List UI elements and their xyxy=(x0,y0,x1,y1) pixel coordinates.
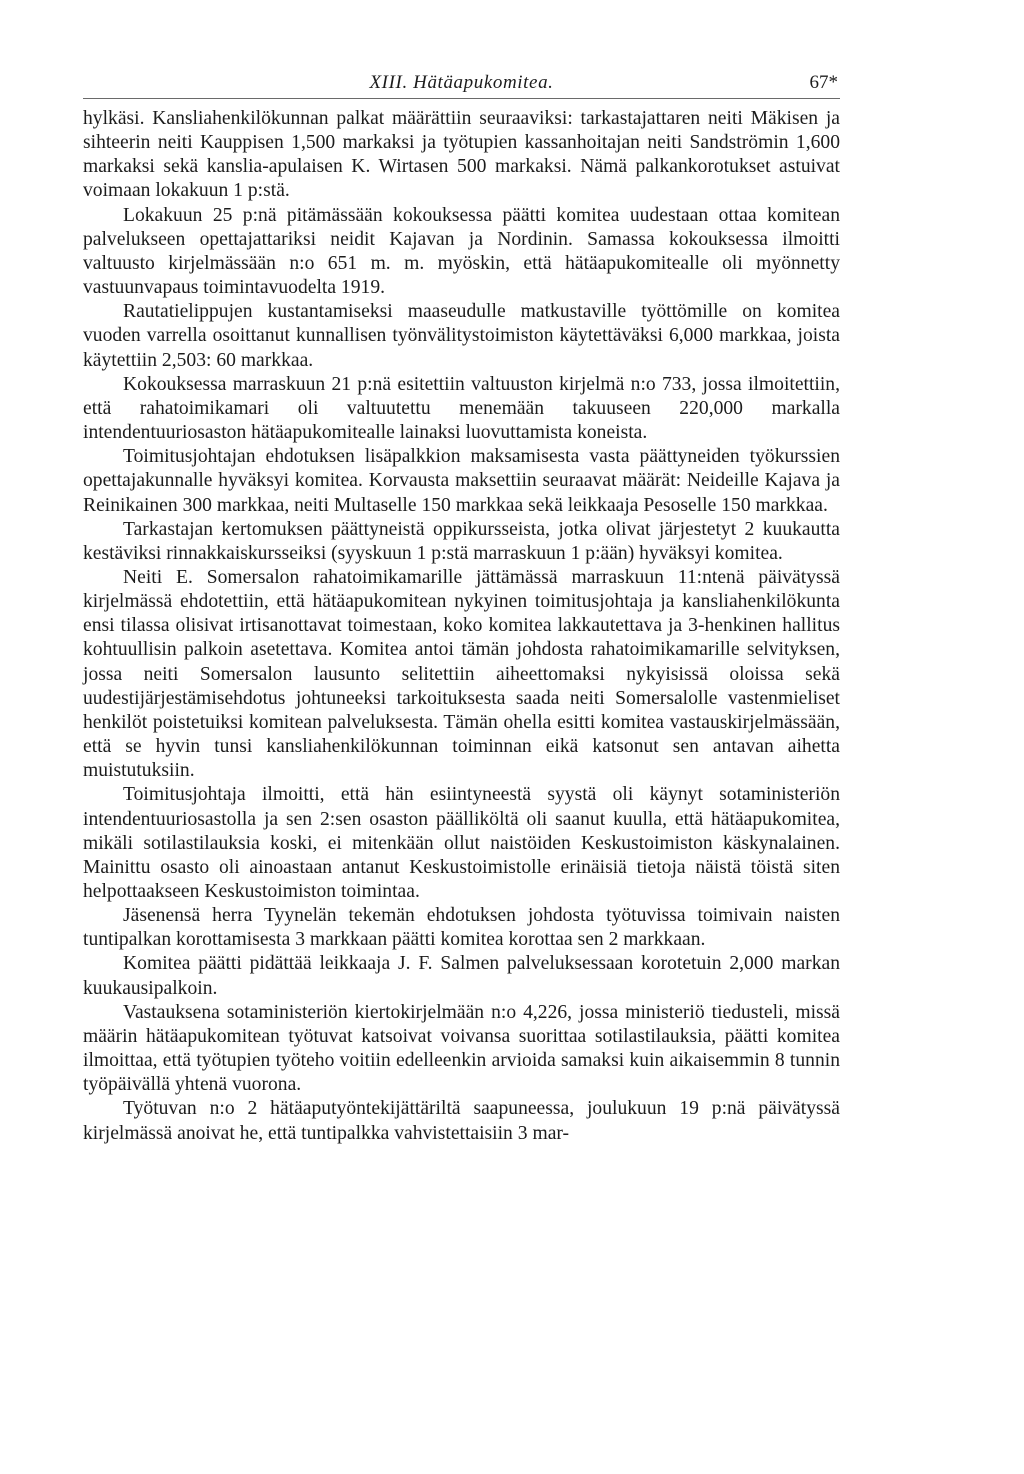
paragraph: Tarkastajan kertomuksen päättyneistä oppikursseista, jotka olivat järjestetyt 2 kuukautta kestäviksi rinnakkaiskursseiksi (syyskuun 1 p:stä marraskuun 1 p:ään) hyväksyi komitea. xyxy=(83,518,840,564)
paragraph: Kokouksessa marraskuun 21 p:nä esitettiin valtuuston kirjelmä n:o 733, jossa ilmoitettiin, että rahatoimikamari oli valtuutettu menemään takuuseen 220,000 markalla intendentuuriosaston hätäapukomitealle lainaksi luovuttamista koneista. xyxy=(83,373,840,444)
paragraph: Lokakuun 25 p:nä pitämässään kokouksessa päätti komitea uudestaan ottaa komitean palvelukseen opettajattariksi neidit Kajavan ja Nordinin. Samassa kokouksessa ilmoitti valtuusto kirjelmässään n:o 651 m. m. myöskin, että hätäapukomitealle oli myönnetty vastuunvapaus toimintavuodelta 1919. xyxy=(83,204,840,299)
paragraph: Neiti E. Somersalon rahatoimikamarille jättämässä marraskuun 11:ntenä päivätyssä kirjelmässä ehdotettiin, että hätäapukomitean nykyinen toimitusjohtaja ja kansliahenkilökunta ensi tilassa olisivat irtisanottavat toimestaan, koko komitea lakkautettava ja 3-henkinen hallitus kohtuullisin palkoin asetettava. Komitea antoi tämän johdosta rahatoimikamarille selvityksen, jossa neiti Somersalon lausunto selitettiin aiheettomaksi nykyisissä oloissa sekä uudestijärjestämisehdotus johtuneeksi tarkoituksesta saada neiti Somersalolle vastenmieliset henkilöt poistetuiksi komitean palveluksesta. Tämän ohella esitti komitea vastauskirjelmässään, että se hyvin tunsi kansliahenkilökunnan toiminnan eikä katsonut sen antavan aihetta muistutuksiin. xyxy=(83,566,840,782)
paragraph-continued: hylkäsi. Kansliahenkilökunnan palkat määrättiin seuraaviksi: tarkastajattaren neiti Mäkisen ja sihteerin neiti Kauppisen 1,500 markaksi ja työtupien kassanhoitajan neiti Sandströmin 1,600 markaksi sekä kanslia-apulaisen K. Wirtasen 500 markaksi. Nämä palkankorotukset astuivat voimaan lokakuun 1 p:stä. xyxy=(83,108,840,202)
paragraph-continues: Työtuvan n:o 2 hätäaputyöntekijättäriltä saapuneessa, joulukuun 19 p:nä päivätyssä kirjelmässä anoivat he, että tuntipalkka vahvistettaisiin 3 mar- xyxy=(83,1098,840,1144)
page-number: 67* xyxy=(809,72,838,93)
paragraph: Toimitusjohtaja ilmoitti, että hän esiintyneestä syystä oli käynyt sotaministeriön intendentuuriosastolla ja sen 2:sen osaston päälliköltä oli saanut kuulla, että hätäapukomitea, mikäli sotilastilauksia koski, ei mitenkään ollut naistöiden Keskustoimiston käskynalainen. Mainittu osasto oli ainoastaan antanut Keskustoimistolle erinäisiä tietoja näistä töistä siten helpottaakseen Keskustoimiston toimintaa. xyxy=(83,784,840,902)
paragraph: Komitea päätti pidättää leikkaaja J. F. Salmen palveluksessaan korotetuin 2,000 markan kuukausipalkoin. xyxy=(83,953,840,999)
document-page xyxy=(83,62,840,1146)
paragraph: Toimitusjohtajan ehdotuksen lisäpalkkion maksamisesta vasta päättyneiden työkurssien opettajakunnalle hyväksyi komitea. Korvausta maksettiin seuraavat määrät: Neideille Kajava ja Reinikainen 300 markkaa, neiti Multaselle 150 markkaa sekä leikkaaja Pesoselle 150 markkaa. xyxy=(83,446,840,516)
running-header xyxy=(83,62,840,99)
paragraph: Vastauksena sotaministeriön kiertokirjelmään n:o 4,226, jossa ministeriö tiedusteli, missä määrin hätäapukomitean työtuvat katsoivat voivansa suorittaa sotilastilauksia, päätti komitea ilmoittaa, että työtupien työteho voitiin edelleenkin arvioida samaksi kuin aikaisemmin 8 tunnin työpäivällä yhtenä vuorona. xyxy=(83,1001,840,1096)
paragraph: Rautatielippujen kustantamiseksi maaseudulle matkustaville työttömille on komitea vuoden varrella osoittanut kunnallisen työnvälitystoimiston käytettäväksi 6,000 markkaa, joista käytettiin 2,503: 60 markkaa. xyxy=(83,301,840,371)
paragraph: Jäsenensä herra Tyynelän tekemän ehdotuksen johdosta työtuvissa toimivain naisten tuntipalkan korottamisesta 3 markkaan päätti komitea korottaa sen 2 markkaan. xyxy=(83,905,840,951)
body-text xyxy=(83,107,840,1146)
header-title: XIII. Hätäapukomitea. xyxy=(369,72,554,93)
